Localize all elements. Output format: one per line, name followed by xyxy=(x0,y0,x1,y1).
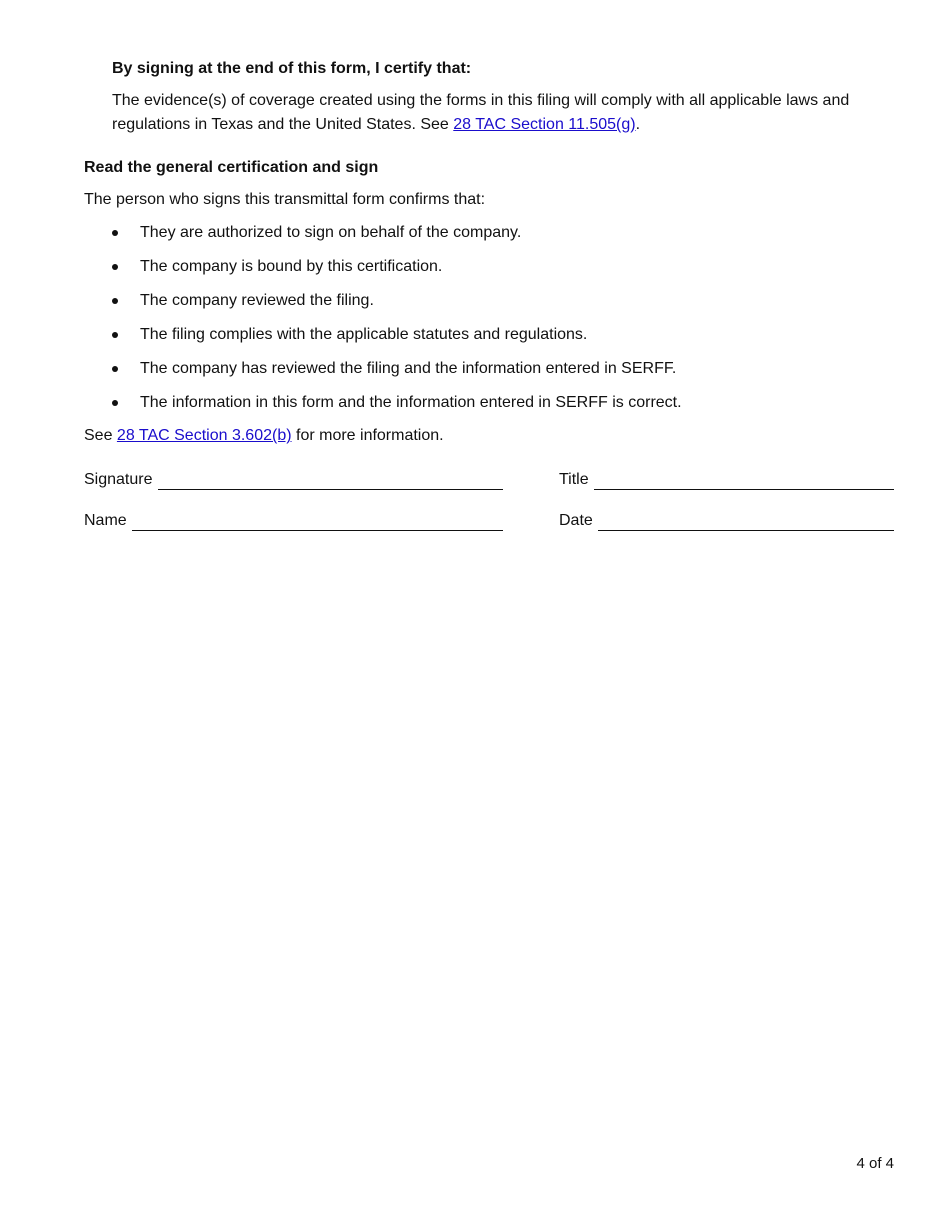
bullet-icon xyxy=(112,264,118,270)
general-certification-intro: The person who signs this transmittal form confirms that: xyxy=(84,191,486,208)
date-field[interactable] xyxy=(559,511,894,531)
list-item xyxy=(112,393,682,427)
date-label: Date xyxy=(559,512,593,529)
signature-label: Signature xyxy=(84,471,153,488)
name-line[interactable] xyxy=(132,512,503,531)
name-field[interactable] xyxy=(84,511,503,531)
signature-line[interactable] xyxy=(158,471,504,490)
list-item xyxy=(112,223,682,257)
certification-body-suffix: . xyxy=(635,116,641,133)
certification-body xyxy=(112,89,872,137)
bullet-icon xyxy=(112,230,118,236)
page-number: 4 of 4 xyxy=(856,1155,894,1172)
certification-body-text: The evidence(s) of coverage created using the forms in this filing will comply with all applicable laws and regulations in Texas and the United States. See xyxy=(112,92,850,133)
bullet-text: They are authorized to sign on behalf of the company. xyxy=(140,224,522,241)
general-certification-heading: Read the general certification and sign xyxy=(84,159,379,176)
bullet-text: The filing complies with the applicable statutes and regulations. xyxy=(140,326,588,343)
title-field[interactable] xyxy=(559,470,894,490)
name-label: Name xyxy=(84,512,127,529)
bullet-text: The company reviewed the filing. xyxy=(140,292,374,309)
bullet-text: The company is bound by this certification. xyxy=(140,258,443,275)
certification-heading: By signing at the end of this form, I certify that: xyxy=(112,60,472,77)
list-item xyxy=(112,359,682,393)
bullet-icon xyxy=(112,332,118,338)
date-line[interactable] xyxy=(598,512,894,531)
see-more-text xyxy=(84,426,444,446)
list-item xyxy=(112,257,682,291)
list-item xyxy=(112,325,682,359)
certification-bullet-list xyxy=(112,223,682,427)
tac-3-602b-link[interactable]: 28 TAC Section 3.602(b) xyxy=(116,427,292,444)
title-label: Title xyxy=(559,471,589,488)
title-line[interactable] xyxy=(594,471,894,490)
bullet-text: The company has reviewed the filing and the information entered in SERFF. xyxy=(140,360,677,377)
bullet-text: The information in this form and the information entered in SERFF is correct. xyxy=(140,394,682,411)
tac-11-505g-link[interactable]: 28 TAC Section 11.505(g) xyxy=(453,116,636,133)
bullet-icon xyxy=(112,400,118,406)
list-item xyxy=(112,291,682,325)
see-more-prefix: See xyxy=(84,427,117,444)
bullet-icon xyxy=(112,366,118,372)
bullet-icon xyxy=(112,298,118,304)
see-more-suffix: for more information. xyxy=(291,427,444,444)
signature-field[interactable] xyxy=(84,470,503,490)
